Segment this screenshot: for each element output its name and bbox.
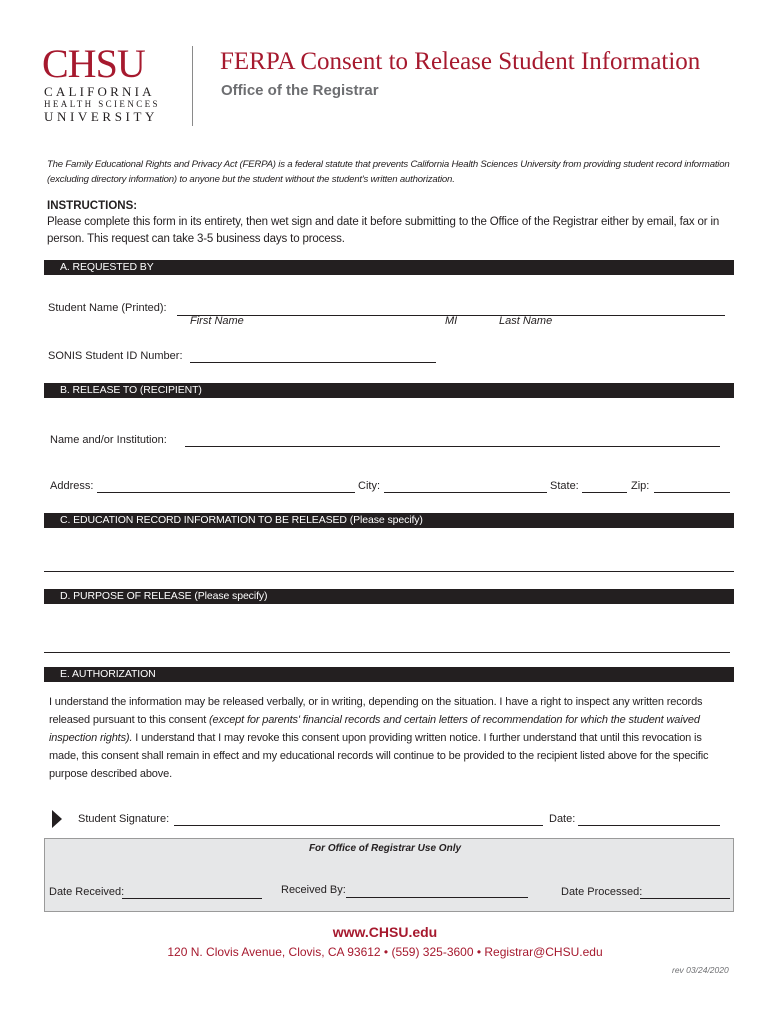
- footer-website[interactable]: www.CHSU.edu: [332, 924, 438, 940]
- section-c-header: [44, 513, 734, 528]
- logo-line-health-sciences: HEALTH SCIENCES: [44, 99, 160, 109]
- last-name-caption: Last Name: [499, 315, 553, 327]
- section-c-title: C. EDUCATION RECORD INFORMATION TO BE RELEASED (Please specify): [60, 514, 423, 526]
- date-processed-label: Date Processed:: [561, 886, 643, 898]
- instructions-heading: INSTRUCTIONS:: [47, 200, 138, 212]
- section-b-header: [44, 383, 734, 398]
- revision-date: rev 03/24/2020: [672, 965, 729, 975]
- section-d-title: D. PURPOSE OF RELEASE (Please specify): [60, 590, 268, 602]
- section-d-header: [44, 589, 734, 604]
- section-a-title: A. REQUESTED BY: [60, 261, 154, 273]
- address-label: Address:: [50, 480, 94, 492]
- state-label: State:: [550, 480, 579, 492]
- section-b-title: B. RELEASE TO (RECIPIENT): [60, 384, 202, 396]
- state-field[interactable]: [582, 492, 627, 493]
- first-name-caption: First Name: [190, 315, 244, 327]
- logo-wordmark: CHSU: [42, 41, 145, 86]
- date-received-label: Date Received:: [49, 886, 125, 898]
- education-record-field[interactable]: [44, 571, 734, 572]
- sonis-id-field[interactable]: [190, 362, 436, 363]
- mi-caption: MI: [445, 315, 458, 327]
- city-field[interactable]: [384, 492, 547, 493]
- instructions-text: Please complete this form in its entirety, then wet sign and date it before submitting to the Office of the Registrar either by email, fax or in person. This request can take 3-5 business days to process.: [47, 216, 720, 245]
- date-processed-field[interactable]: [640, 898, 730, 899]
- header-divider: [192, 46, 193, 126]
- recipient-name-label: Name and/or Institution:: [50, 434, 167, 446]
- student-signature-label: Student Signature:: [78, 813, 170, 825]
- section-e-header: [44, 667, 734, 682]
- student-name-label: Student Name (Printed):: [48, 302, 167, 314]
- logo-line-california: CALIFORNIA: [44, 84, 155, 99]
- signature-arrow-icon: [52, 810, 62, 828]
- received-by-field[interactable]: [346, 897, 528, 898]
- recipient-name-field[interactable]: [185, 446, 720, 447]
- page-subtitle: Office of the Registrar: [221, 82, 379, 99]
- purpose-field[interactable]: [44, 652, 730, 653]
- section-e-title: E. AUTHORIZATION: [60, 668, 156, 680]
- signature-date-field[interactable]: [578, 825, 720, 826]
- zip-label: Zip:: [631, 480, 650, 492]
- office-use-title: For Office of Registrar Use Only: [308, 843, 462, 854]
- authorization-text-part2: I understand that I may revoke this consent upon providing written notice. I further understand that until this revocation is made, this consent shall remain in effect and my educational records will continue to be provided to the recipient listed above for the specific purpose described above.: [49, 732, 709, 780]
- city-label: City:: [358, 480, 380, 492]
- sonis-id-label: SONIS Student ID Number:: [48, 350, 183, 362]
- ferpa-intro: The Family Educational Rights and Privacy Act (FERPA) is a federal statute that prevents California Health Sciences University from providing student record information (excluding directory information) to anyone but the student without the student's written authorization.: [47, 159, 730, 185]
- authorization-text-part1: I understand the information may be released verbally, or in writing, depending on the situation. I have a right to inspect any written records released pursuant to this consent: [49, 696, 703, 726]
- zip-field[interactable]: [654, 492, 730, 493]
- page-title: FERPA Consent to Release Student Information: [220, 48, 701, 75]
- date-received-field[interactable]: [122, 898, 262, 899]
- logo-line-university: UNIVERSITY: [44, 109, 158, 124]
- signature-date-label: Date:: [549, 813, 576, 825]
- authorization-text-exception: (except for parents' financial records and certain letters of recommendation for which the student waived inspection rights).: [49, 714, 700, 744]
- address-field[interactable]: [97, 492, 355, 493]
- section-a-header: [44, 260, 734, 275]
- received-by-label: Received By:: [281, 884, 346, 896]
- footer-contact: 120 N. Clovis Avenue, Clovis, CA 93612 • (559) 325-3600 • Registrar@CHSU.edu: [167, 945, 603, 959]
- student-signature-field[interactable]: [174, 825, 543, 826]
- authorization-text: [49, 693, 729, 783]
